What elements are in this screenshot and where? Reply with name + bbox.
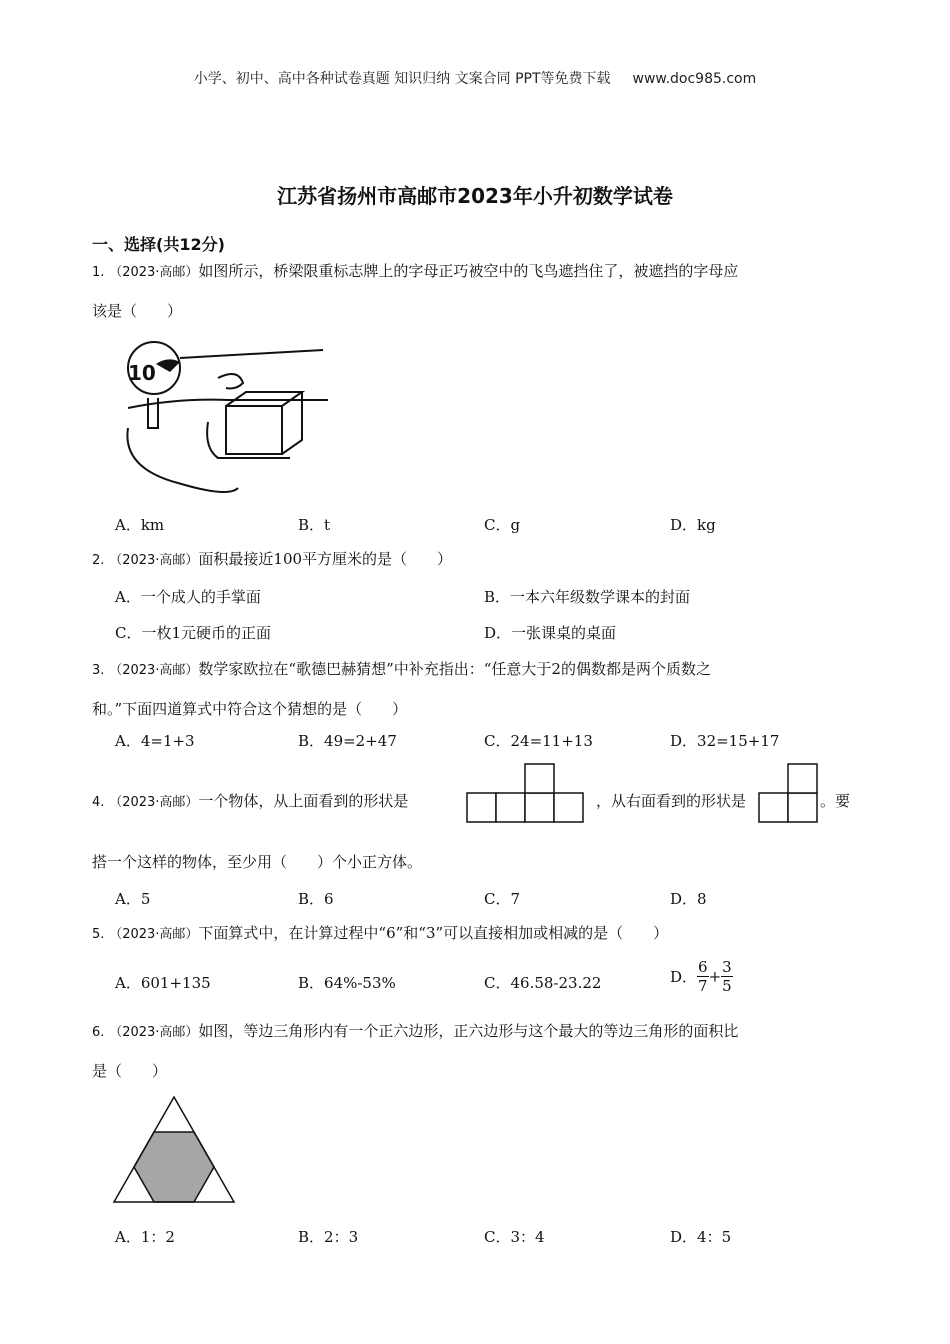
triangle-hexagon-figure: [108, 1094, 240, 1208]
q1-option-a[interactable]: A．km: [115, 516, 165, 534]
q5-option-b[interactable]: B．64%-53%: [298, 974, 396, 992]
q2-option-b[interactable]: B．一本六年级数学课本的封面: [484, 588, 691, 606]
q4-option-c[interactable]: C．7: [484, 890, 521, 908]
question-2-text: 面积最接近100平方厘米的是（ ）: [198, 550, 453, 568]
question-6: 6. （2023·高邮）如图，等边三角形内有一个正六边形，正六边形与这个最大的等边三角形的面积比 是（ ）: [92, 1022, 739, 1080]
question-4-text-right: ，从右面看到的形状是: [596, 792, 747, 810]
q1-option-d[interactable]: D．kg: [670, 516, 716, 534]
section-heading: 一、选择(共12分): [92, 235, 225, 254]
sign-number: 10: [128, 361, 156, 385]
right-view-figure: [758, 762, 820, 824]
q3-option-c[interactable]: C．24=11+13: [484, 732, 593, 750]
q1-option-c[interactable]: C．g: [484, 516, 521, 534]
question-5: 5. （2023·高邮）下面算式中，在计算过程中“6”和“3”可以直接相加或相减的是（ ）: [92, 924, 669, 942]
q5-option-c[interactable]: C．46.58-23.22: [484, 974, 602, 992]
question-3: 3. （2023·高邮）数学家欧拉在“歌德巴赫猜想”中补充指出：“任意大于2的偶数都是两个质数之 和。”下面四道算式中符合这个猜想的是（ ）: [92, 660, 711, 718]
q2-option-a[interactable]: A．一个成人的手掌面: [115, 588, 261, 606]
header-ad-text: 小学、初中、高中各种试卷真题 知识归纳 文案合同 PPT等免费下载: [193, 71, 611, 87]
question-5-text: 下面算式中，在计算过程中“6”和“3”可以直接相加或相减的是（ ）: [198, 924, 669, 942]
q6-option-d[interactable]: D．4：5: [670, 1228, 732, 1246]
q4-option-d[interactable]: D．8: [670, 890, 707, 908]
q3-option-a[interactable]: A．4=1+3: [115, 732, 195, 750]
question-1-text: 如图所示，桥梁限重标志牌上的字母正巧被空中的飞鸟遮挡住了，被遮挡的字母应: [198, 262, 739, 280]
question-2: 2. （2023·高邮）面积最接近100平方厘米的是（ ）: [92, 550, 453, 568]
q5-option-a[interactable]: A．601+135: [115, 974, 211, 992]
question-4: 4. （2023·高邮）一个物体，从上面看到的形状是: [92, 792, 409, 810]
q6-option-b[interactable]: B．2：3: [298, 1228, 359, 1246]
q3-option-b[interactable]: B．49=2+47: [298, 732, 397, 750]
question-1: 1. （2023·高邮）如图所示，桥梁限重标志牌上的字母正巧被空中的飞鸟遮挡住了，被遮挡的字母应 该是（ ）: [92, 262, 739, 320]
q2-option-c[interactable]: C．一枚1元硬币的正面: [115, 624, 272, 642]
q5-option-d[interactable]: D． $\frac{6}{7}$ + $\frac{3}{5}$: [670, 958, 732, 995]
bridge-sign-figure: [118, 338, 328, 498]
q6-option-a[interactable]: A．1：2: [115, 1228, 175, 1246]
question-6-text: 如图，等边三角形内有一个正六边形，正六边形与这个最大的等边三角形的面积比: [198, 1022, 739, 1040]
top-view-figure: [466, 762, 586, 824]
q1-option-b[interactable]: B．t: [298, 516, 331, 534]
header-url: www.doc985.com: [632, 71, 757, 87]
exam-title: 江苏省扬州市高邮市2023年小升初数学试卷: [277, 184, 673, 208]
fraction-3-5: $\frac{3}{5}$: [722, 958, 732, 995]
q6-option-c[interactable]: C．3：4: [484, 1228, 545, 1246]
page-header: [0, 68, 950, 88]
question-3-text: 数学家欧拉在“歌德巴赫猜想”中补充指出：“任意大于2的偶数都是两个质数之: [198, 660, 711, 678]
q2-option-d[interactable]: D．一张课桌的桌面: [484, 624, 617, 642]
q4-option-a[interactable]: A．5: [115, 890, 151, 908]
hexagon: [134, 1132, 214, 1202]
q3-option-d[interactable]: D．32=15+17: [670, 732, 780, 750]
fraction-6-7: $\frac{6}{7}$: [698, 958, 708, 995]
q4-option-b[interactable]: B．6: [298, 890, 334, 908]
